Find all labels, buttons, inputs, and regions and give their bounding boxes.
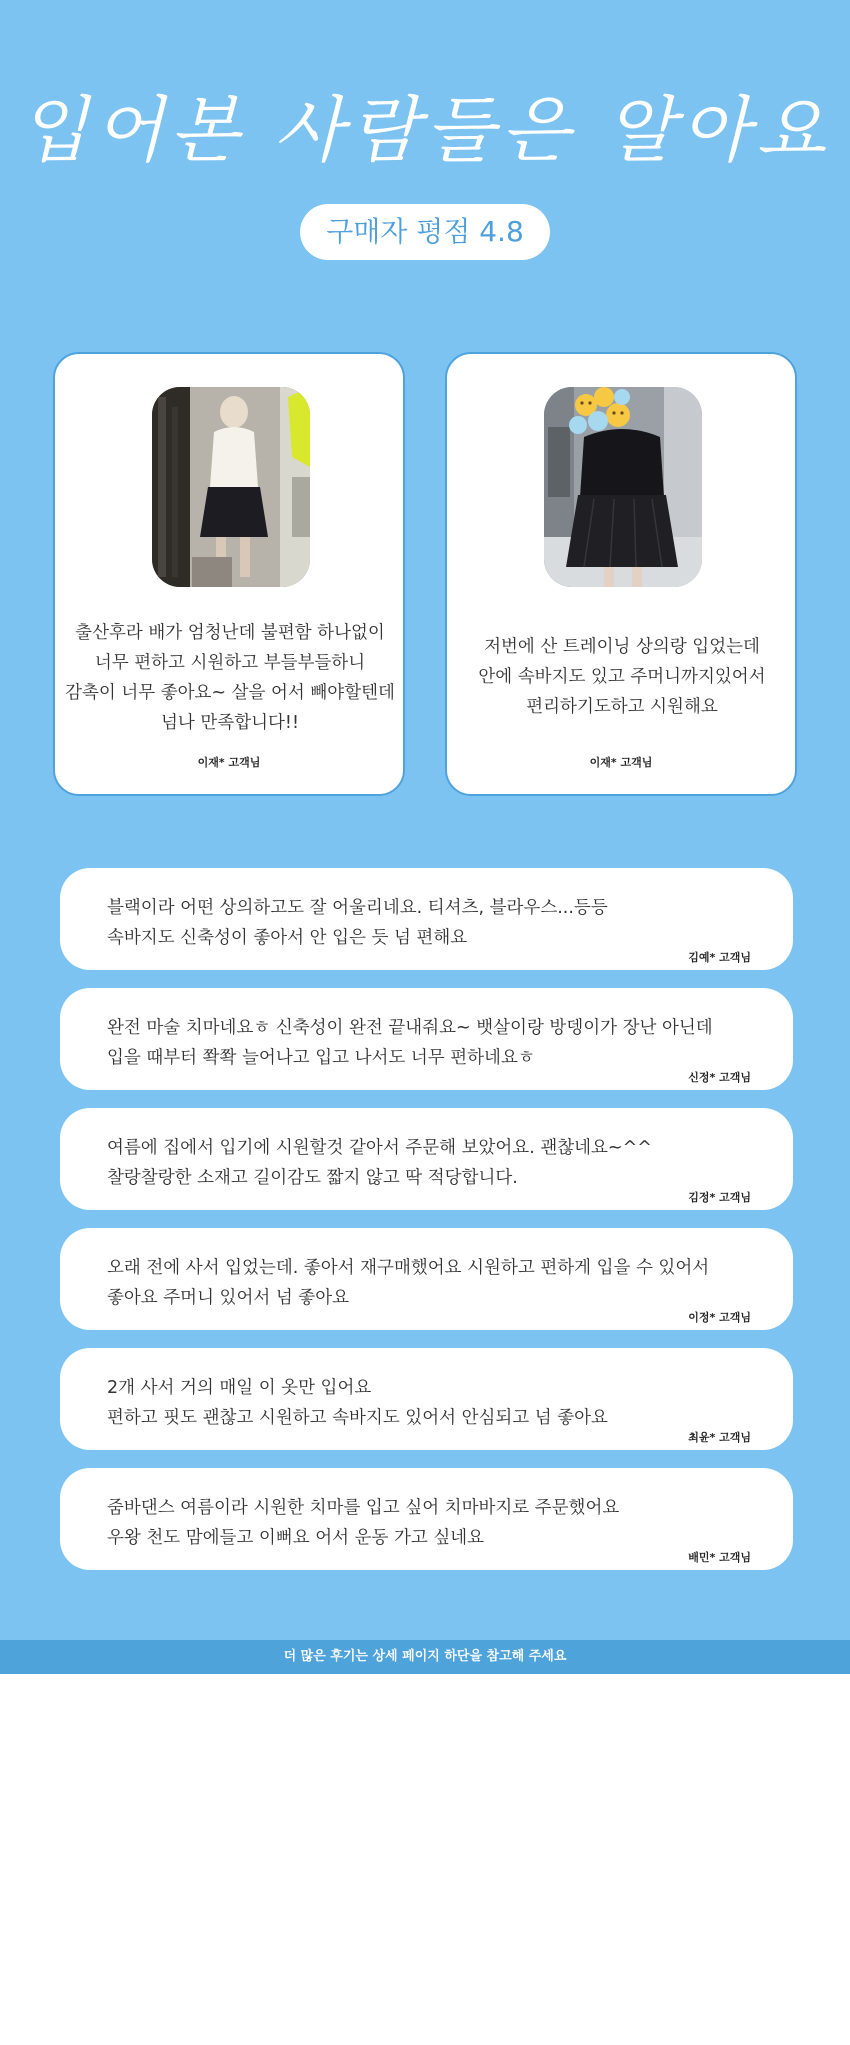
review-line: 줌바댄스 여름이라 시원한 치마를 입고 싶어 치마바지로 주문했어요: [107, 1498, 620, 1518]
review-author: 신정* 고객님: [688, 1071, 751, 1084]
review-line: 우왕 천도 맘에들고 이뻐요 어서 운동 가고 싶네요: [107, 1528, 485, 1548]
more-reviews-note: 더 많은 후기는 상세 페이지 하단을 참고해 주세요: [0, 1640, 850, 1674]
review-card: [60, 1468, 793, 1570]
review-line: 블랙이라 어떤 상의하고도 잘 어울리네요. 티셔츠, 블라우스...등등: [107, 898, 608, 918]
photo-review-author: 이재* 고객님: [197, 756, 261, 769]
review-line: 완전 마술 치마네요ㅎ 신축성이 완전 끝내줘요~ 뱃살이랑 방뎅이가 장난 아닌데: [107, 1018, 713, 1038]
review-line: 여름에 집에서 입기에 시원할것 같아서 주문해 보았어요. 괜찮네요~^^: [107, 1138, 652, 1158]
review-photo: [152, 387, 310, 587]
review-card: [60, 1228, 793, 1330]
review-line: 오래 전에 사서 입었는데. 좋아서 재구매했어요 시원하고 편하게 입을 수 있어서: [107, 1258, 710, 1278]
photo-review-text: 저번에 산 트레이닝 상의랑 입었는데 안에 속바지도 있고 주머니까지있어서 편리하기도하고 시원해요: [478, 637, 766, 717]
photo-review-text: 출산후라 배가 엄청난데 불편함 하나없이 너무 편하고 시원하고 부들부들하니 감촉이 너무 좋아요~ 살을 어서 빼야할텐데 넘나 만족합니다!!: [65, 623, 395, 733]
review-line: 편하고 핏도 괜찮고 시원하고 속바지도 있어서 안심되고 넘 좋아요: [107, 1408, 608, 1428]
review-author: 최윤* 고객님: [688, 1431, 751, 1444]
review-line: 좋아요 주머니 있어서 넘 좋아요: [107, 1288, 350, 1308]
review-author: 배민* 고객님: [688, 1551, 751, 1564]
review-card: [60, 1348, 793, 1450]
review-line: 2개 사서 거의 매일 이 옷만 입어요: [107, 1378, 372, 1398]
photo-review-author: 이재* 고객님: [589, 756, 653, 769]
review-card: [60, 1108, 793, 1210]
review-author: 이정* 고객님: [688, 1311, 751, 1324]
review-card: [60, 988, 793, 1090]
review-line: 입을 때부터 쫙쫙 늘어나고 입고 나서도 너무 편하네요ㅎ: [107, 1048, 535, 1068]
photo-review-card: [445, 352, 797, 796]
review-card: [60, 868, 793, 970]
review-line: 찰랑찰랑한 소재고 길이감도 짧지 않고 딱 적당합니다.: [107, 1168, 518, 1188]
review-photo: [544, 387, 702, 587]
rating-badge: 구매자 평점 4.8: [300, 204, 550, 260]
headline: 입어본 사람들은 알아요: [18, 88, 832, 172]
review-author: 김정* 고객님: [688, 1191, 751, 1204]
photo-review-card: [53, 352, 405, 796]
review-author: 김예* 고객님: [688, 951, 751, 964]
review-line: 속바지도 신축성이 좋아서 안 입은 듯 넘 편해요: [107, 928, 468, 948]
